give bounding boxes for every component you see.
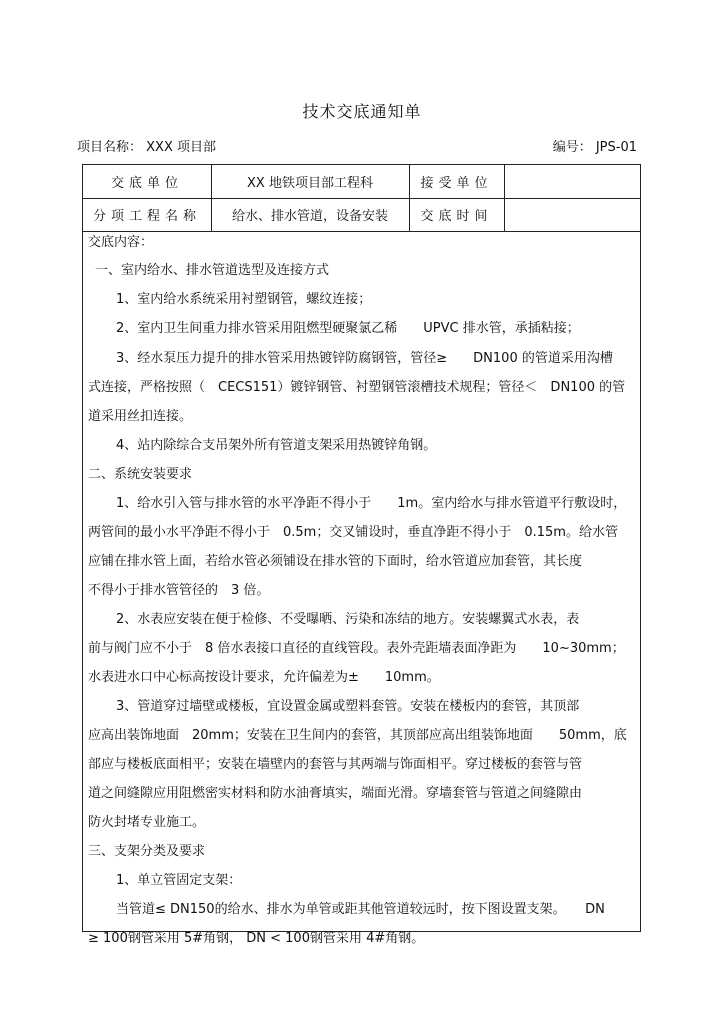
paragraph-line: 不得小于排水管管径的 3 倍。 <box>88 583 270 598</box>
project-name: 项目名称： XXX 项目部 <box>77 140 216 155</box>
paragraph-line: 2、室内卫生间重力排水管采用阻燃型硬聚氯乙稀 UPVC 排水管，承插粘接； <box>116 321 580 336</box>
paragraph-line: 道之间缝隙应用阻燃密实材料和防水油膏填实，端面光滑。穿墙套管与管道之间缝隙由 <box>88 786 583 801</box>
paragraph-line: 1、单立管固定支架： <box>116 873 242 888</box>
paragraph-line: 前与阀门应不小于 8 倍水表接口直径的直线管段。表外壳距墙表面净距为 10~30mm； <box>88 641 625 656</box>
label-briefing-time: 交底时间 <box>420 209 493 224</box>
section-heading: 二、系统安装要求 <box>88 467 193 482</box>
paragraph-line: 应铺在排水管上面，若给水管必须铺设在排水管的下面时，给水管道应加套管，其长度 <box>88 554 583 569</box>
label-issuing-unit: 交底单位 <box>110 176 183 191</box>
section-heading: 一、室内给水、排水管道选型及连接方式 <box>95 263 330 278</box>
content-heading: 交底内容： <box>88 235 154 250</box>
paragraph-line: 2、水表应安装在便于检修、不受曝晒、污染和冻结的地方。安装螺翼式水表，表 <box>116 612 580 627</box>
paragraph-line: 1、室内给水系统采用衬塑钢管，螺纹连接； <box>116 292 372 307</box>
document-number: 编号： JPS-01 <box>552 140 637 155</box>
label-subproject: 分项工程名称 <box>92 209 201 224</box>
section-heading: 三、支架分类及要求 <box>88 844 206 859</box>
paragraph-line: 两管间的最小水平净距不得小于 0.5m；交叉铺设时，垂直净距不得小于 0.15m。给水管 <box>88 525 618 540</box>
row-divider <box>83 231 640 232</box>
paragraph-line: 1、给水引入管与排水管的水平净距不得小于 1m。室内给水与排水管道平行敷设时， <box>116 496 627 511</box>
paragraph-line: ≥ 100钢管采用 5#角钢， DN < 100钢管采用 4#角钢。 <box>88 931 425 946</box>
briefing-table <box>82 164 641 946</box>
value-receiving-unit <box>504 165 640 198</box>
paragraph-line: 当管道≤ DN150的给水、排水为单管或距其他管道较远时，按下图设置支架。 DN <box>116 902 605 917</box>
paragraph-line: 部应与楼板底面相平；安装在墙壁内的套管与其两端与饰面相平。穿过楼板的套管与管 <box>88 757 583 772</box>
value-subproject: 给水、排水管道，设备安装 <box>231 209 388 224</box>
paragraph-line: 4、站内除综合支吊架外所有管道支架采用热镀锌角钢。 <box>116 438 437 453</box>
value-briefing-time <box>504 198 640 231</box>
value-issuing-unit: XX 地铁项目部工程科 <box>247 176 373 191</box>
paragraph-line: 水表进水口中心标高按设计要求，允许偏差为± 10mm。 <box>88 670 440 685</box>
label-receiving-unit: 接受单位 <box>420 176 493 191</box>
paragraph-line: 应高出装饰地面 20mm；安装在卫生间内的套管，其顶部应高出组装饰地面 50mm，底 <box>88 728 627 743</box>
document-title: 技术交底通知单 <box>302 102 422 121</box>
paragraph-line: 防火封堵专业施工。 <box>88 815 206 830</box>
paragraph-line: 式连接，严格按照（ CECS151）镀锌钢管、衬塑钢管滚槽技术规程；管径＜ DN100 的管 <box>88 380 626 395</box>
paragraph-line: 3、管道穿过墙壁或楼板，宜设置金属或塑料套管。安装在楼板内的套管，其顶部 <box>116 699 580 714</box>
paragraph-line: 道采用丝扣连接。 <box>88 409 193 424</box>
paragraph-line: 3、经水泵压力提升的排水管采用热镀锌防腐钢管，管径≥ DN100 的管道采用沟槽 <box>116 351 613 366</box>
